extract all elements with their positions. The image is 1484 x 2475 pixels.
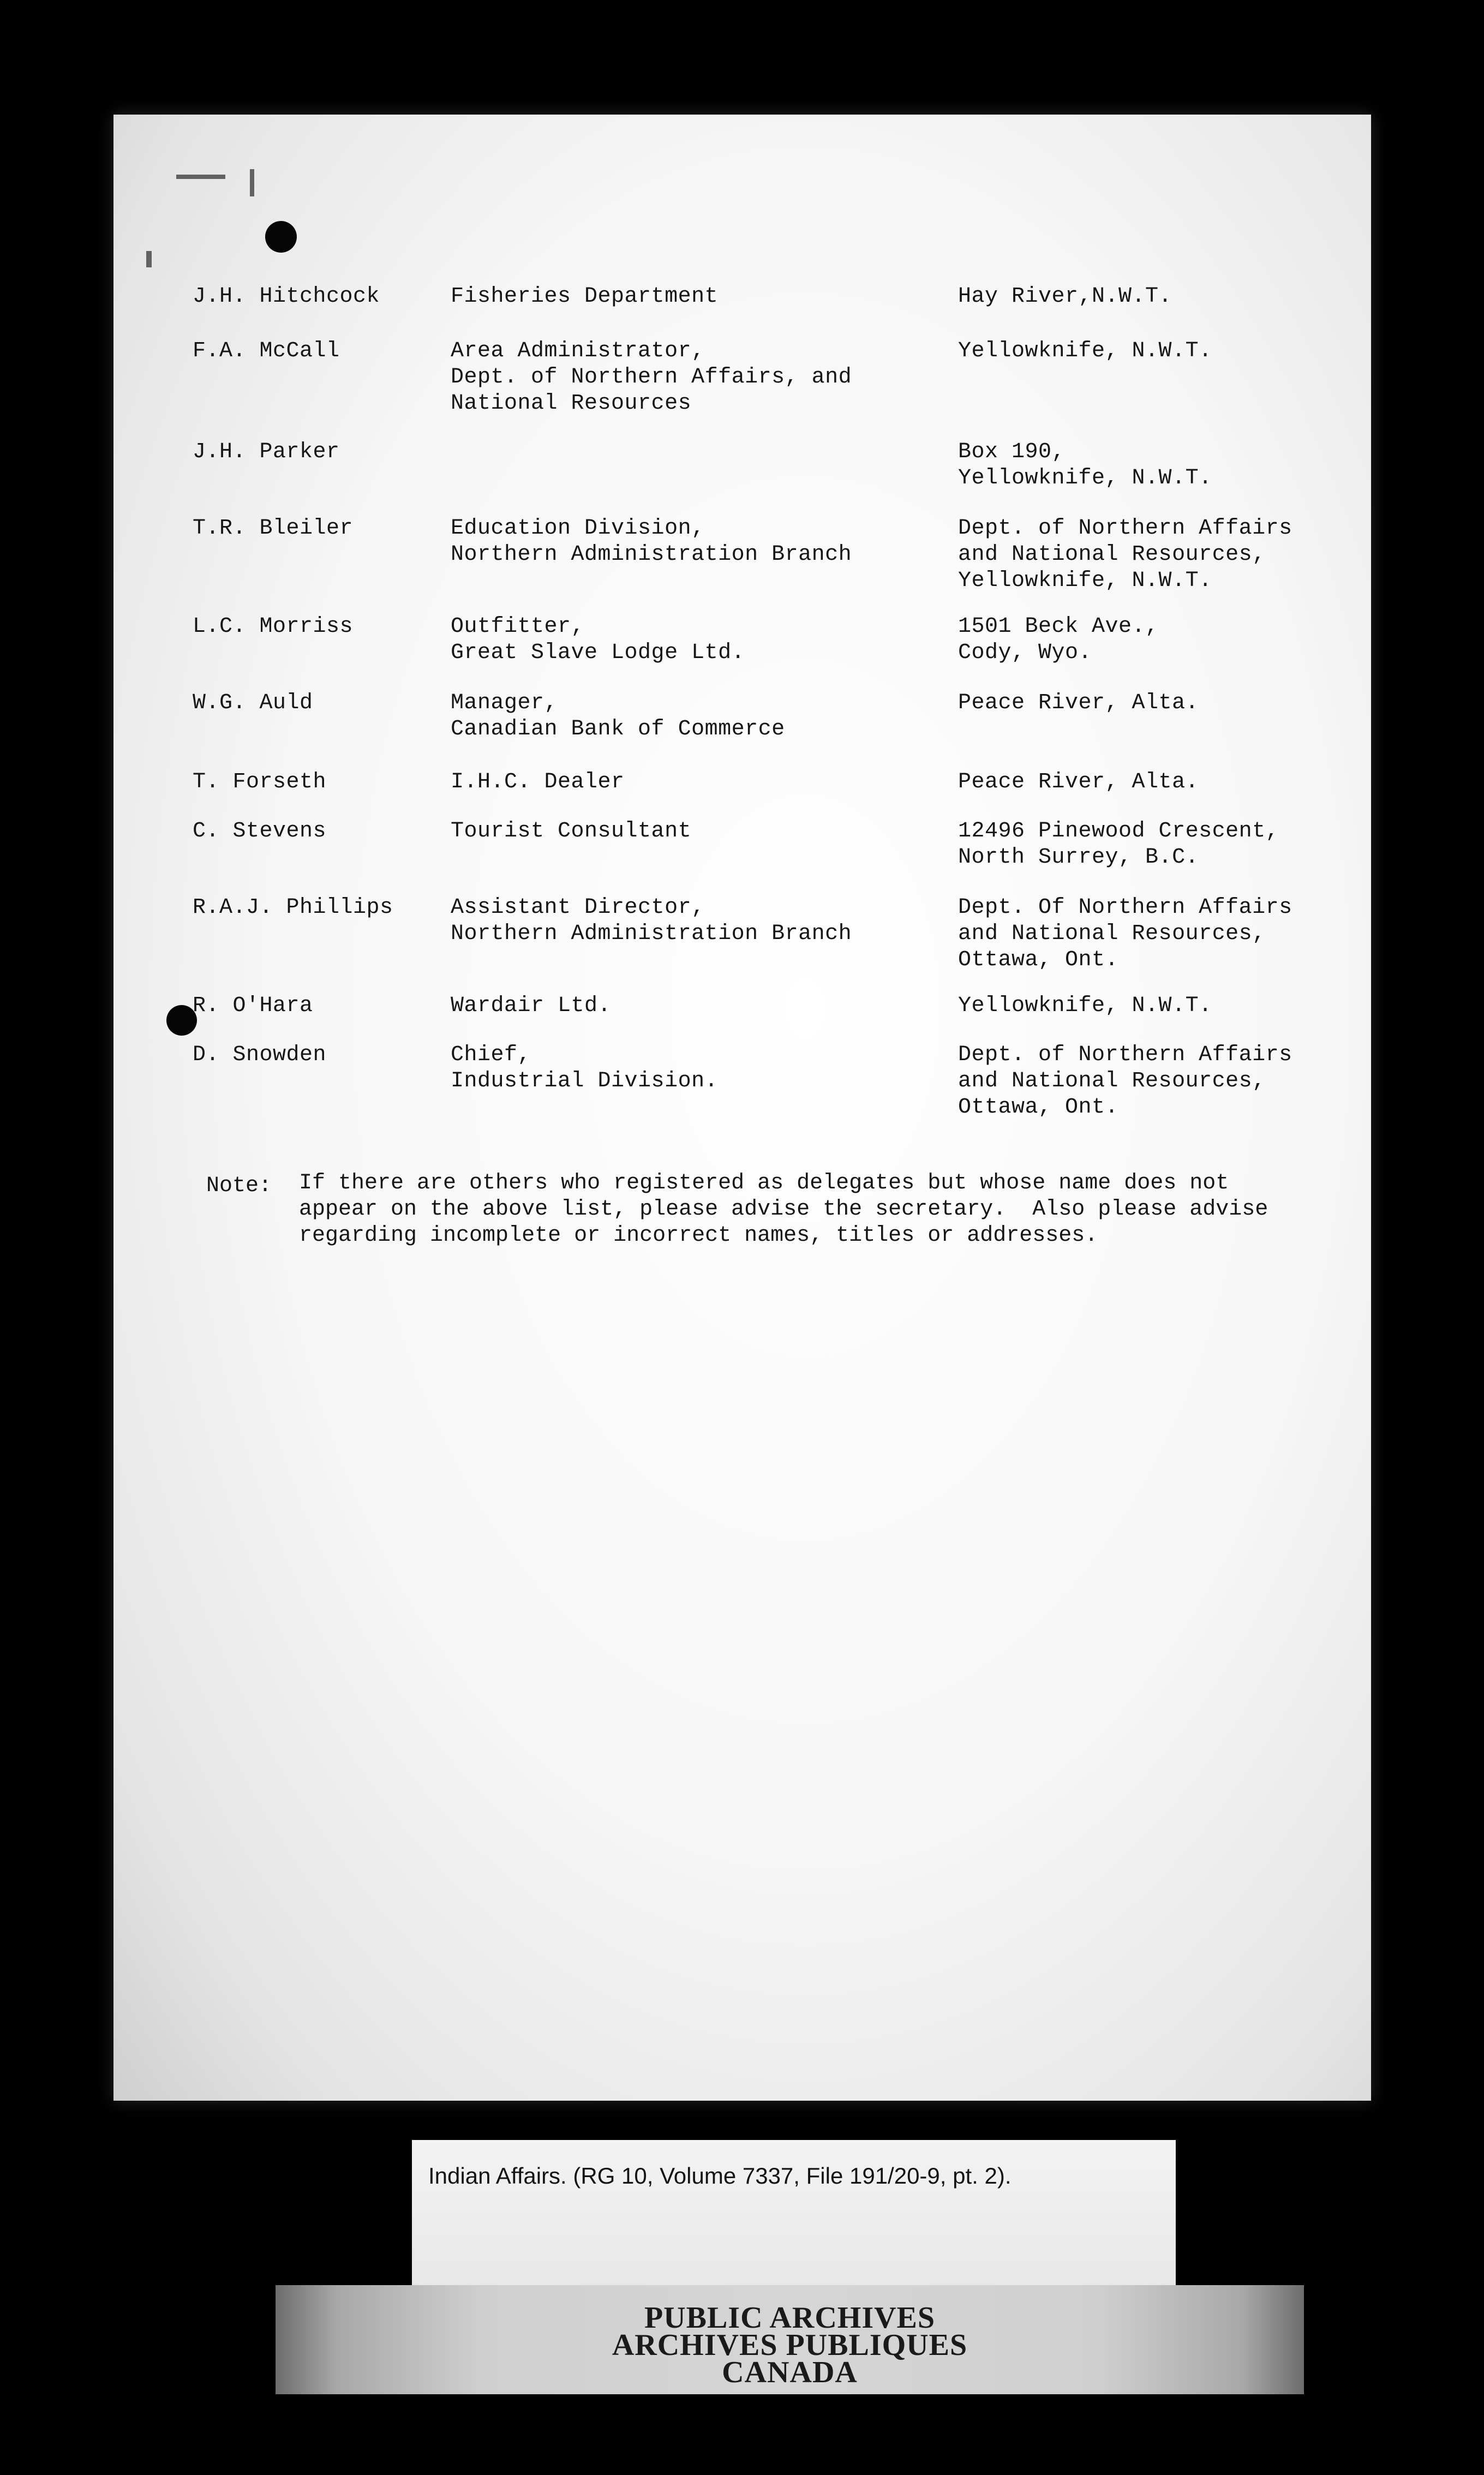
delegate-title-line: Assistant Director, — [451, 895, 705, 920]
delegate-title-line: Tourist Consultant — [451, 819, 692, 844]
delegate-address-line: Yellowknife, N.W.T. — [958, 466, 1212, 491]
delegate-title — [451, 614, 745, 666]
delegate-title — [451, 993, 611, 1019]
archives-stamp — [276, 2285, 1304, 2394]
delegate-address-line: 12496 Pinewood Crescent, — [958, 819, 1279, 844]
delegate-address — [958, 769, 1199, 796]
delegate-name: D. Snowden — [193, 1043, 327, 1067]
delegate-title-line: Canadian Bank of Commerce — [451, 717, 785, 742]
delegate-address — [958, 338, 1212, 364]
delegate-title — [451, 818, 691, 845]
delegate-title — [451, 284, 718, 310]
delegate-title — [451, 769, 625, 796]
archive-citation-label — [412, 2140, 1176, 2304]
delegate-address — [958, 614, 1159, 666]
delegate-title — [451, 338, 852, 417]
delegate-title-line: Fisheries Department — [451, 284, 719, 309]
delegate-title-line: Outfitter, — [451, 614, 585, 639]
delegate-address-line: Ottawa, Ont. — [958, 1095, 1119, 1120]
delegate-title-line: National Resources — [451, 391, 692, 416]
delegate-address — [958, 1042, 1292, 1121]
note-text: If there are others who registered as delegates but whose name does not appear on the above list, please advise the secretary. Also please advise regarding incomplete or incorrect names, titles or addresses. — [299, 1171, 1268, 1248]
delegate-name: T.R. Bleiler — [193, 516, 354, 541]
delegate-address-line: Dept. of Northern Affairs — [958, 516, 1292, 541]
delegate-title-line: Chief, — [451, 1043, 531, 1067]
delegate-title-line: Area Administrator, — [451, 339, 705, 363]
delegate-title — [451, 690, 785, 743]
delegate-address — [958, 690, 1199, 716]
document-page — [113, 115, 1371, 2101]
delegate-address-line: Hay River,N.W.T. — [958, 284, 1172, 309]
delegate-title — [451, 516, 852, 568]
delegate-title-line: Manager, — [451, 691, 558, 715]
delegate-address-line: Yellowknife, N.W.T. — [958, 569, 1212, 593]
delegate-address-line: Dept. of Northern Affairs — [958, 1043, 1292, 1067]
smudge-mark — [176, 175, 225, 179]
delegate-address-line: Peace River, Alta. — [958, 691, 1199, 715]
smudge-mark — [146, 251, 152, 267]
delegate-address-line: Ottawa, Ont. — [958, 948, 1119, 972]
archive-citation: Indian Affairs. (RG 10, Volume 7337, File 191/20-9, pt. 2). — [428, 2163, 1012, 2189]
delegate-title-line: Great Slave Lodge Ltd. — [451, 641, 745, 665]
delegate-address — [958, 818, 1279, 871]
stamp-line-2: ARCHIVES PUBLIQUES — [612, 2328, 968, 2362]
delegate-address — [958, 516, 1292, 594]
stamp-line-1: PUBLIC ARCHIVES — [644, 2301, 936, 2335]
delegate-address-line: Dept. Of Northern Affairs — [958, 895, 1292, 920]
delegate-title-line: Wardair Ltd. — [451, 994, 612, 1018]
delegate-name: F.A. McCall — [193, 339, 340, 363]
delegate-name: W.G. Auld — [193, 691, 313, 715]
delegate-address — [958, 895, 1292, 973]
delegate-title-line: Dept. of Northern Affairs, and — [451, 365, 852, 390]
delegate-title-line: Industrial Division. — [451, 1069, 719, 1093]
delegate-name: J.H. Hitchcock — [193, 284, 380, 309]
delegate-address — [958, 439, 1212, 492]
delegate-address — [958, 993, 1212, 1019]
delegate-title-line: Northern Administration Branch — [451, 542, 852, 567]
delegate-address-line: Box 190, — [958, 440, 1066, 464]
smudge-mark — [250, 169, 254, 196]
delegate-name: R.A.J. Phillips — [193, 895, 393, 920]
delegate-title-line: Education Division, — [451, 516, 705, 541]
delegate-title — [451, 895, 852, 947]
delegate-name: T. Forseth — [193, 770, 327, 794]
delegate-title — [451, 1042, 718, 1095]
ink-blot-top — [265, 221, 297, 253]
delegate-address-line: Cody, Wyo. — [958, 641, 1092, 665]
delegate-address-line: Peace River, Alta. — [958, 770, 1199, 794]
delegate-name: R. O'Hara — [193, 994, 313, 1018]
delegate-address-line: and National Resources, — [958, 922, 1266, 946]
note-label: Note: — [206, 1174, 272, 1198]
delegate-address-line: Yellowknife, N.W.T. — [958, 339, 1212, 363]
delegate-address-line: 1501 Beck Ave., — [958, 614, 1159, 639]
stamp-line-3: CANADA — [722, 2356, 858, 2389]
delegate-title-line: Northern Administration Branch — [451, 922, 852, 946]
delegate-name: C. Stevens — [193, 819, 327, 844]
delegate-title-line: I.H.C. Dealer — [451, 770, 625, 794]
delegate-address-line: and National Resources, — [958, 542, 1266, 567]
delegate-address-line: Yellowknife, N.W.T. — [958, 994, 1212, 1018]
delegate-name: J.H. Parker — [193, 440, 340, 464]
delegate-address-line: and National Resources, — [958, 1069, 1266, 1093]
delegate-address — [958, 284, 1172, 310]
delegate-name: L.C. Morriss — [193, 614, 354, 639]
delegate-address-line: North Surrey, B.C. — [958, 845, 1199, 870]
